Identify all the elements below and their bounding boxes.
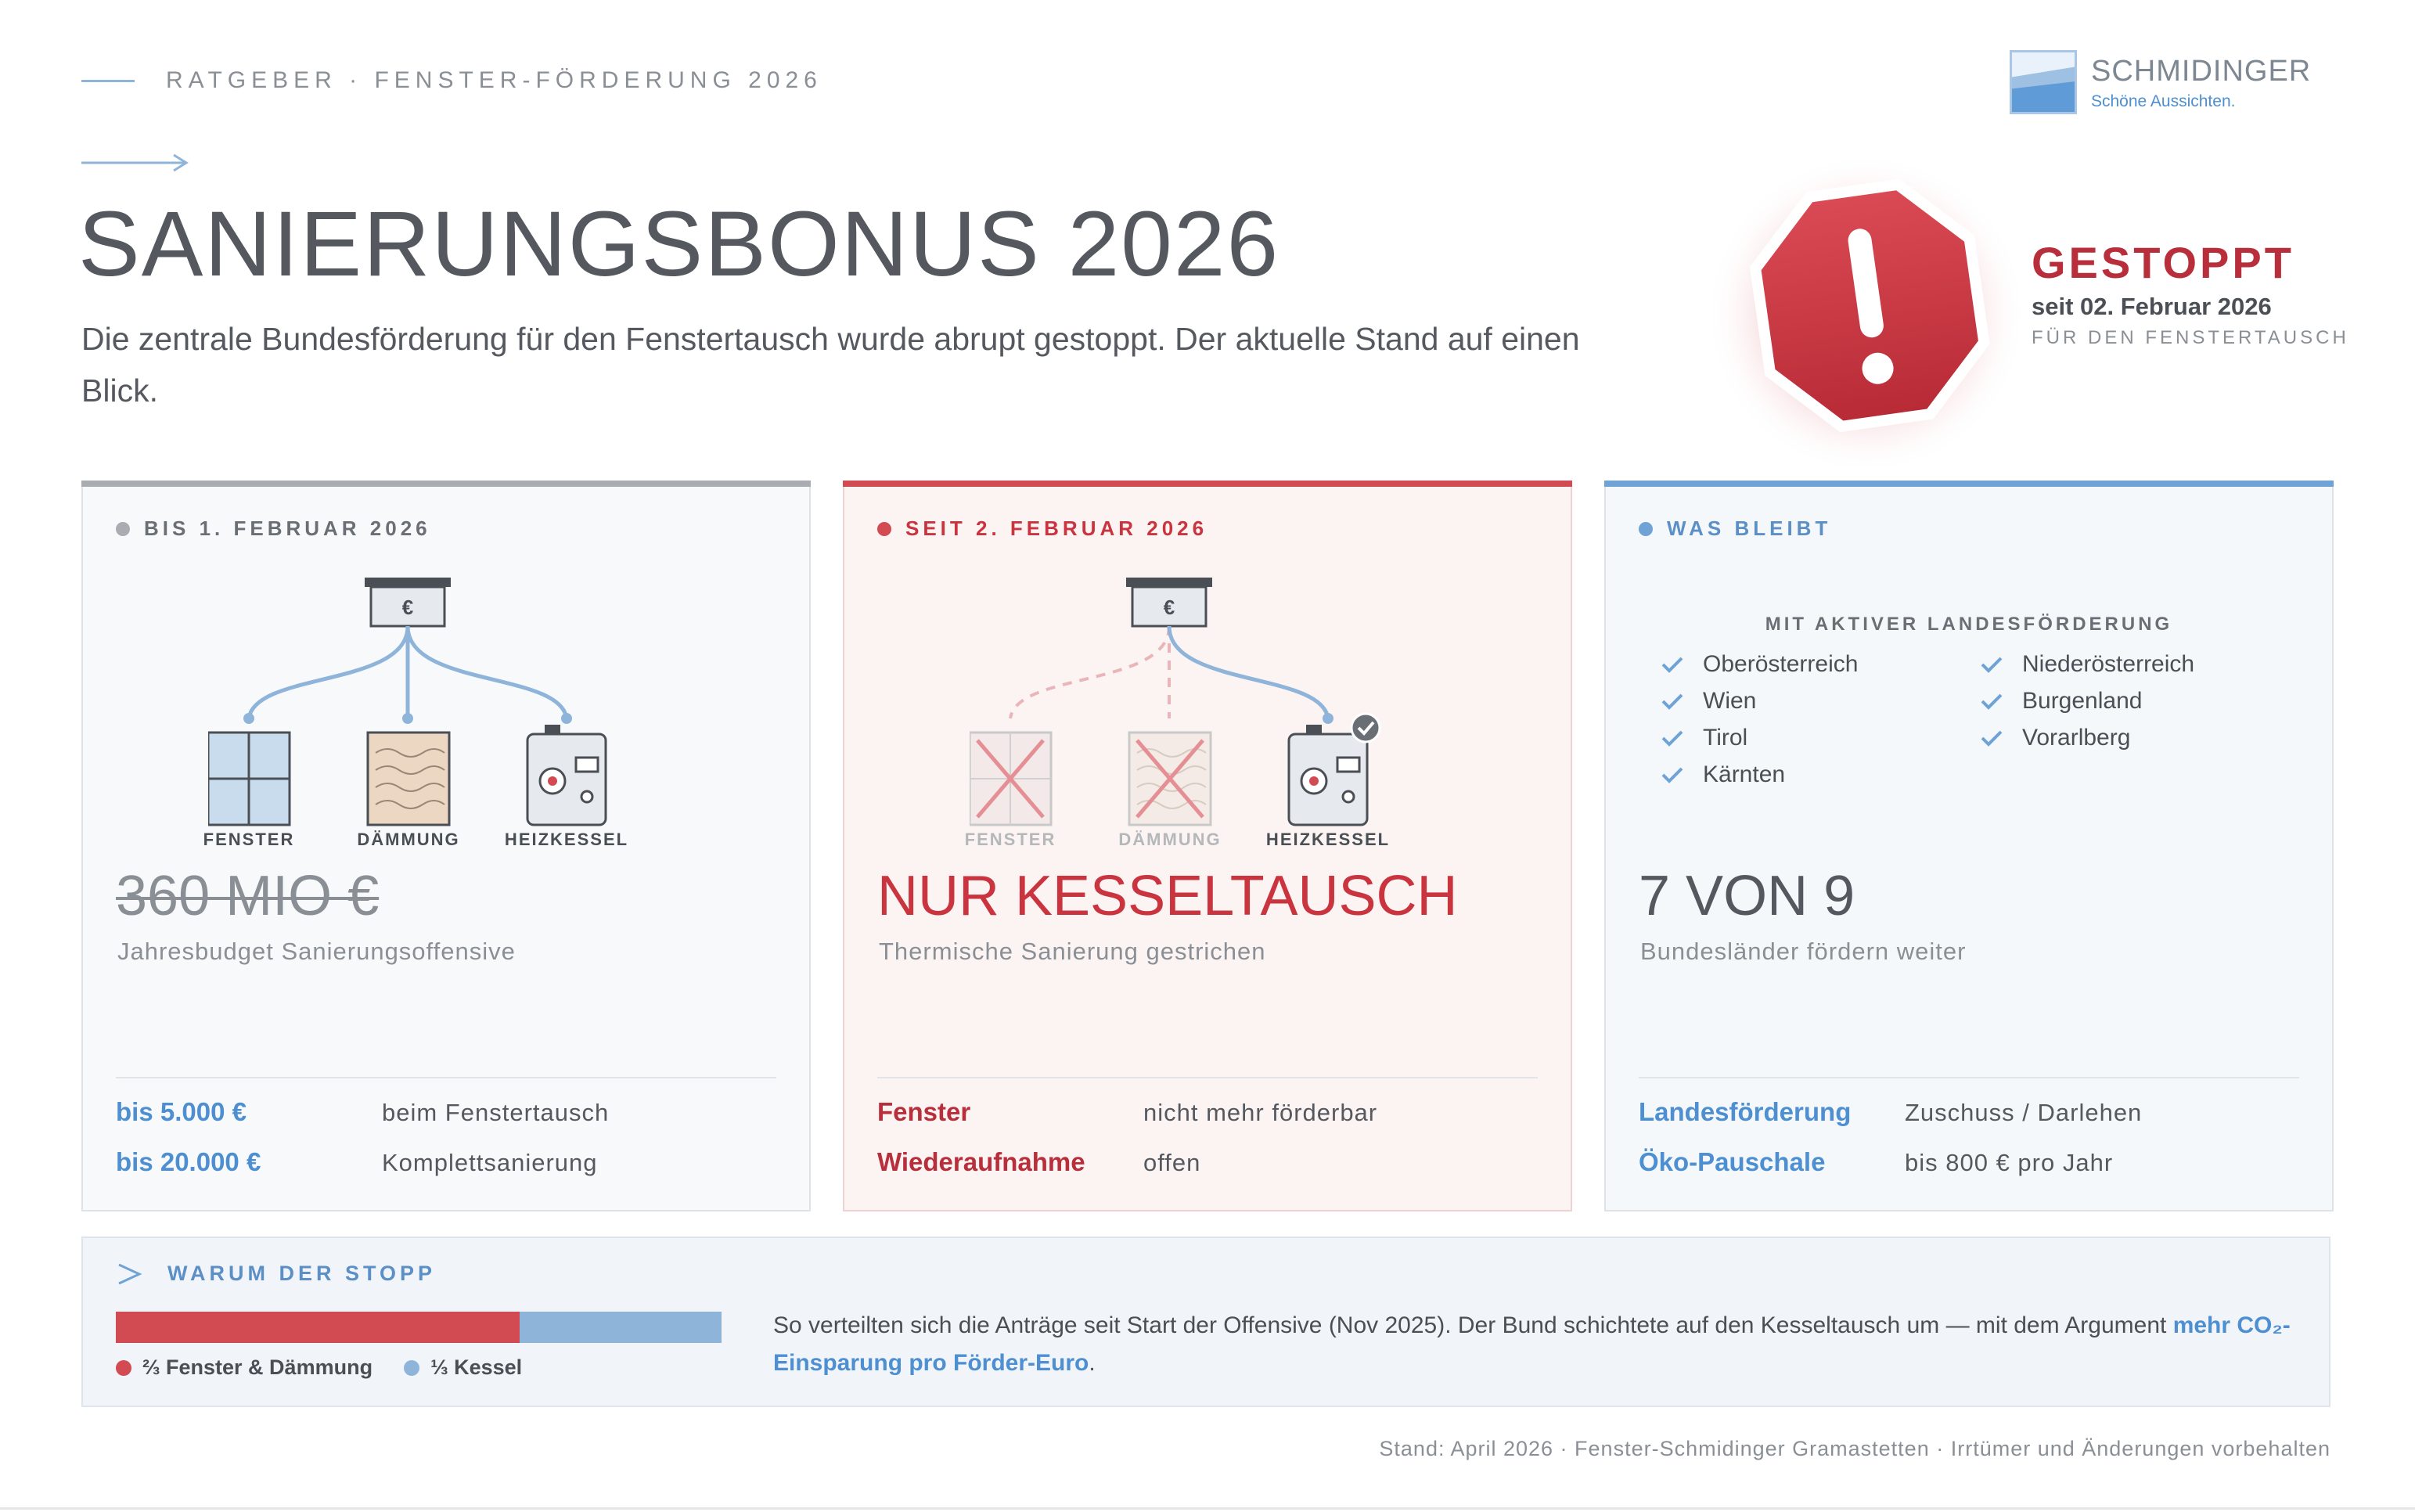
stop-sign-exclamation-icon [1706,153,2027,474]
list-item: Kärnten [1661,761,1980,787]
dot-icon [404,1360,419,1376]
item-label: HEIZKESSEL [1265,830,1391,849]
window-crossed-icon [970,733,1051,825]
fact-rows [1639,1097,2299,1197]
divider [1639,1077,2299,1078]
share-fenster-daemmung [116,1312,520,1343]
fact-row: Landesförderung Zuschuss / Darlehen [1639,1097,2143,1126]
insulation-crossed-icon [1129,733,1211,825]
why-emphasis: mehr CO₂-Einsparung pro Förder-Euro [773,1312,2291,1376]
card-remaining [1604,481,2334,1211]
check-icon [1980,655,2003,674]
dot-icon [1639,522,1653,536]
funding-diagram [964,570,1455,851]
card-accent-bar [843,481,1572,487]
list-item: Oberösterreich [1661,651,1980,677]
check-icon [1661,655,1684,674]
stop-date: seit 02. Februar 2026 [2032,293,2272,320]
window-icon [208,733,290,825]
status-value: NUR KESSELTAUSCH [877,865,1458,927]
fact-rows [877,1097,1538,1197]
item-label: DÄMMUNG [357,830,460,849]
arrow-right-icon [81,153,191,176]
card-after [843,481,1572,1211]
states-list [1661,651,2287,787]
svg-text:€: € [1163,596,1175,619]
budget-label: Jahresbudget Sanierungsoffensive [117,938,516,965]
bar-legend [116,1355,522,1380]
boiler-icon [1289,725,1367,825]
legend-item: ⅓ Kessel [404,1355,522,1380]
chevron-right-icon [116,1262,142,1286]
insulation-icon [368,733,449,825]
list-item: Tirol [1661,725,1980,751]
bottom-rule [0,1507,2415,1510]
dot-icon [877,522,891,536]
card-tag: SEIT 2. FEBRUAR 2026 [877,517,1208,541]
check-icon [1980,729,2003,747]
dot-icon [116,1360,131,1376]
list-item: Wien [1661,688,1980,714]
kicker [81,67,822,94]
item-label: DÄMMUNG [1118,830,1222,849]
stop-headline: GESTOPPT [2032,238,2294,287]
fact-row: bis 5.000 € beim Fenstertausch [116,1097,610,1126]
page-title: SANIERUNGSBONUS 2026 [78,193,1280,296]
logo-name: SCHMIDINGER [2091,55,2312,88]
share-kessel [520,1312,722,1343]
funding-diagram [203,570,693,851]
card-tag: WAS BLEIBT [1639,517,1831,541]
list-item: Vorarlberg [1980,725,2287,751]
check-icon [1661,765,1684,784]
fact-row: Wiederaufnahme offen [877,1147,1201,1176]
check-badge-icon [1351,714,1380,742]
list-item: Burgenland [1980,688,2287,714]
boiler-icon [527,725,606,825]
divider [116,1077,776,1078]
card-accent-bar [1604,481,2334,487]
budget-value: 360 MIO € [116,865,380,927]
kicker-line [81,80,135,82]
check-icon [1661,729,1684,747]
page-subtitle: Die zentrale Bundesförderung für den Fenstertausch wurde abrupt gestoppt. Der aktuelle Stand auf einen Blick. [81,321,1580,409]
states-count: 7 VON 9 [1639,865,1855,927]
logo[interactable] [2010,49,2330,119]
divider [877,1077,1538,1078]
stop-sub: FÜR DEN FENSTERTAUSCH [2032,327,2349,348]
kicker-text: RATGEBER · FENSTER-FÖRDERUNG 2026 [166,67,822,93]
card-accent-bar [81,481,811,487]
list-item: Niederösterreich [1980,651,2287,677]
legend-item: ⅔ Fenster & Dämmung [116,1355,373,1380]
status-label: Thermische Sanierung gestrichen [879,938,1266,965]
fact-row: Fenster nicht mehr förderbar [877,1097,1378,1126]
fact-rows [116,1097,776,1197]
why-panel [81,1237,2330,1407]
states-title: MIT AKTIVER LANDESFÖRDERUNG [1765,614,2173,635]
states-count-label: Bundesländer fördern weiter [1640,938,1967,965]
footer-note: Stand: April 2026 · Fenster-Schmidinger Gramastetten · Irrtümer und Änderungen vorbehalten [1379,1437,2330,1460]
why-text: So verteilten sich die Anträge seit Start der Offensive (Nov 2025). Der Bund schichtete auf den Kesseltausch um — mit dem Argument mehr CO₂-Einsparung pro Förder-Euro. [773,1312,2291,1376]
fact-row: Öko-Pauschale bis 800 € pro Jahr [1639,1147,2114,1176]
why-heading: WARUM DER STOPP [116,1262,436,1286]
check-icon [1661,692,1684,711]
dot-icon [116,522,130,536]
card-tag: BIS 1. FEBRUAR 2026 [116,517,431,541]
item-label: HEIZKESSEL [504,830,629,849]
fact-row: bis 20.000 € Komplettsanierung [116,1147,598,1176]
logo-mark-icon [2010,50,2077,114]
svg-text:€: € [401,596,414,619]
applications-share-bar [116,1312,722,1343]
item-label: FENSTER [203,830,295,849]
stop-status [2032,238,2349,349]
logo-tagline: Schöne Aussichten. [2091,92,2236,110]
card-before [81,481,811,1211]
item-label: FENSTER [964,830,1056,849]
check-icon [1980,692,2003,711]
